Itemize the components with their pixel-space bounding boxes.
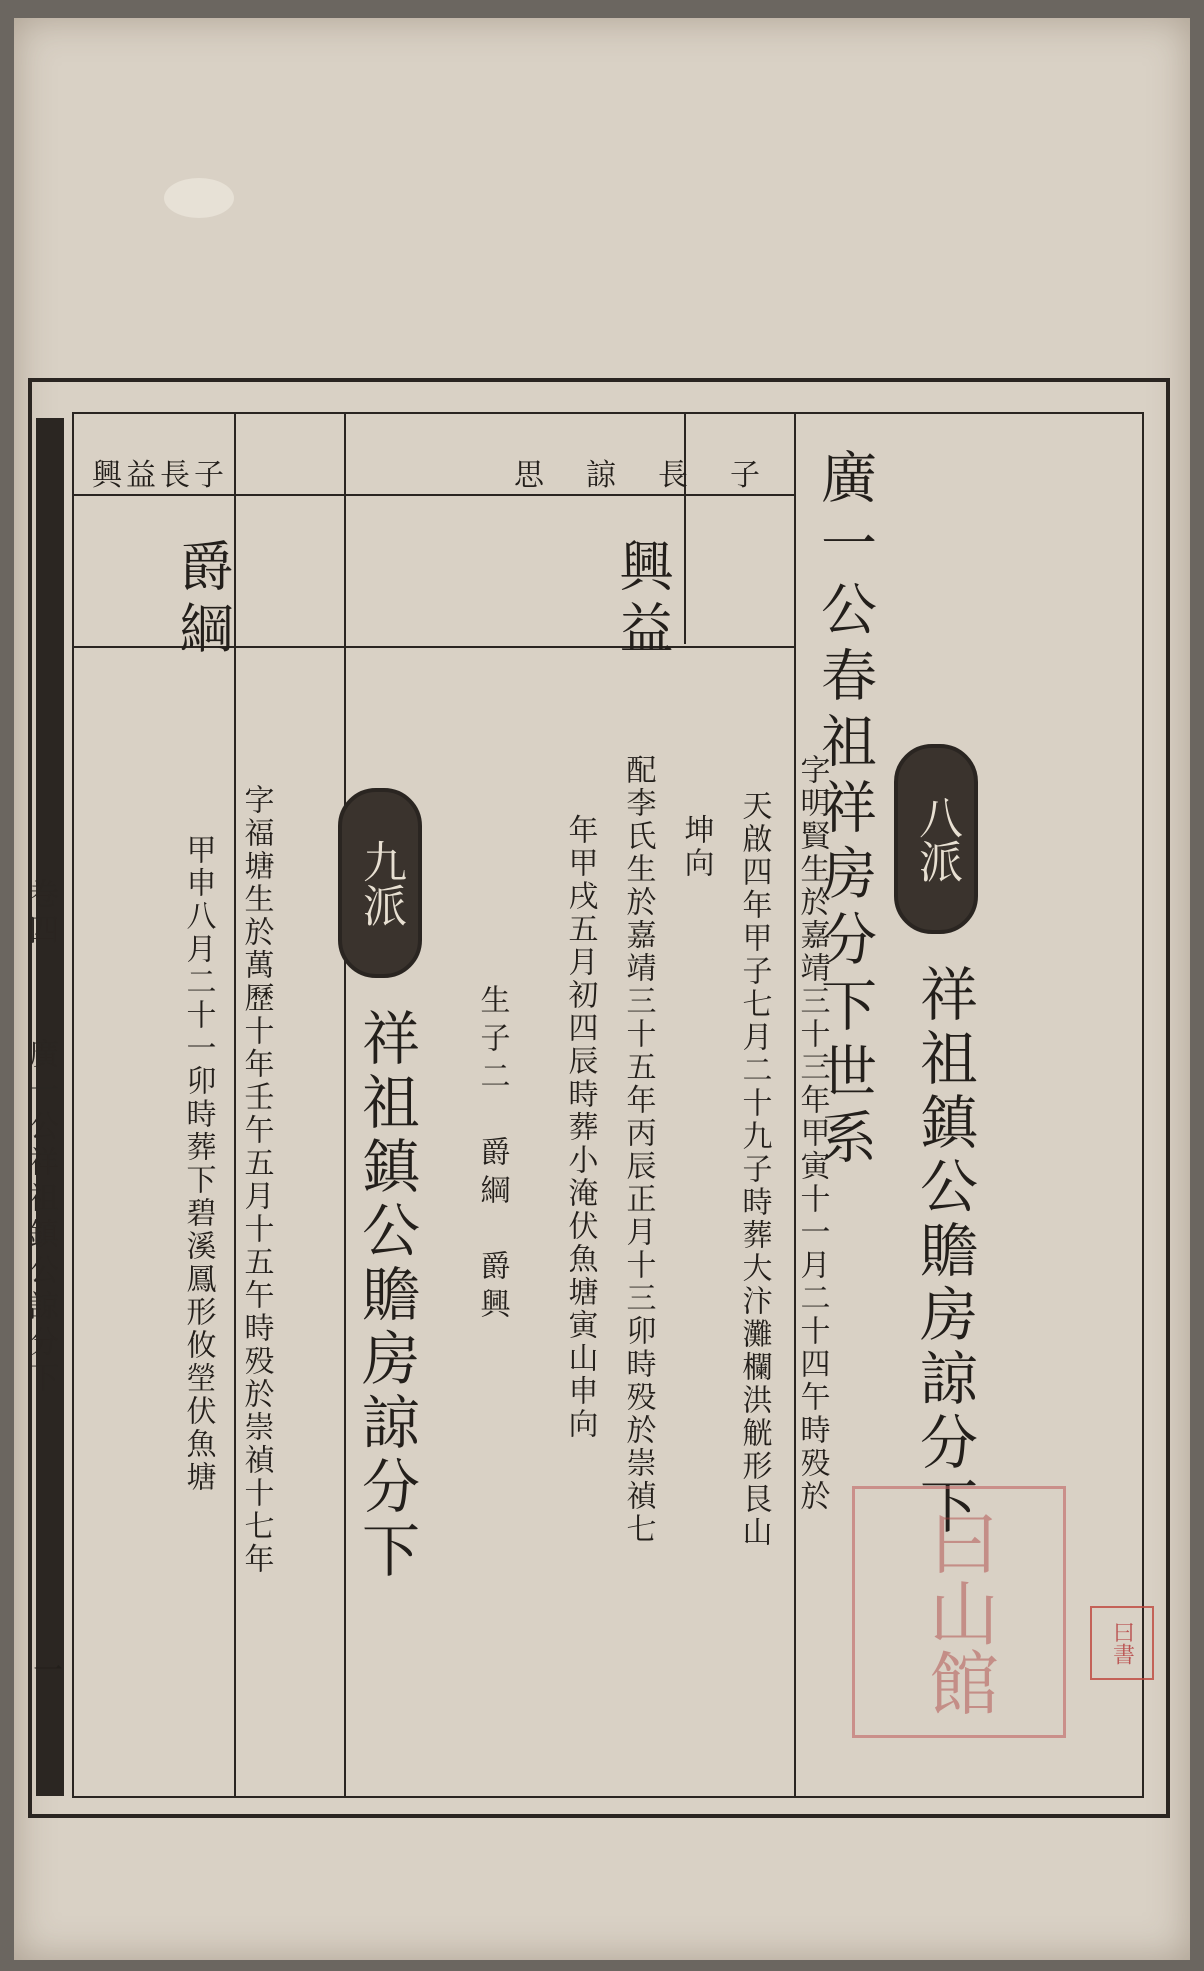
section9-text-2: 甲申八月二十一卯時葬下碧溪鳳形攸塋伏魚塘 bbox=[180, 834, 216, 1494]
side-heading: 廣一公祥祖鎮公諒分下 bbox=[23, 1038, 58, 1398]
section8-text-5: 年甲戌五月初四辰時葬小淹伏魚塘寅山申向 bbox=[562, 814, 598, 1441]
section8-text-4: 配李氏生於嘉靖三十五年丙辰正月十三卯時殁於崇禎七 bbox=[620, 754, 656, 1546]
section8-text-1: 字明賢生於嘉靖三十三年甲寅十一月二十四午時殁於 bbox=[794, 754, 830, 1513]
volume-label: 卷四 bbox=[23, 878, 58, 950]
section9-text-1: 字福塘生於萬歷十年壬午五月十五午時殁於崇禎十七年 bbox=[238, 784, 274, 1576]
name-col1: 興益 bbox=[611, 538, 674, 662]
folio-number: 一 bbox=[27, 1654, 62, 1684]
section8-heading: 祥祖鎮公贍房諒分下 bbox=[910, 964, 978, 1540]
paper-stain bbox=[164, 178, 234, 218]
section8-text-3: 坤向 bbox=[678, 814, 714, 880]
section8-text-6: 生子二 爵綱 爵興 bbox=[474, 984, 510, 1326]
row-rule bbox=[74, 494, 794, 496]
section8-badge: 八派 bbox=[894, 744, 978, 934]
header-col1: 思諒長子 bbox=[514, 458, 802, 493]
page-title: 廣一公春祖祥房分下世系 bbox=[812, 448, 877, 1174]
genealogy-page bbox=[14, 18, 1190, 1960]
small-seal: 曰書 bbox=[1090, 1606, 1154, 1680]
header-col2: 興益長子 bbox=[92, 458, 228, 493]
section9-heading: 祥祖鎮公贍房諒分下 bbox=[352, 1008, 420, 1584]
name-col2: 爵綱 bbox=[171, 538, 234, 662]
column-rule bbox=[684, 414, 686, 644]
section8-text-2: 天啟四年甲子七月二十九子時葬大汴灘欄洪觥形艮山 bbox=[736, 790, 772, 1549]
section9-badge: 九派 bbox=[338, 788, 422, 978]
collector-seal: 曰山館 bbox=[852, 1486, 1066, 1738]
